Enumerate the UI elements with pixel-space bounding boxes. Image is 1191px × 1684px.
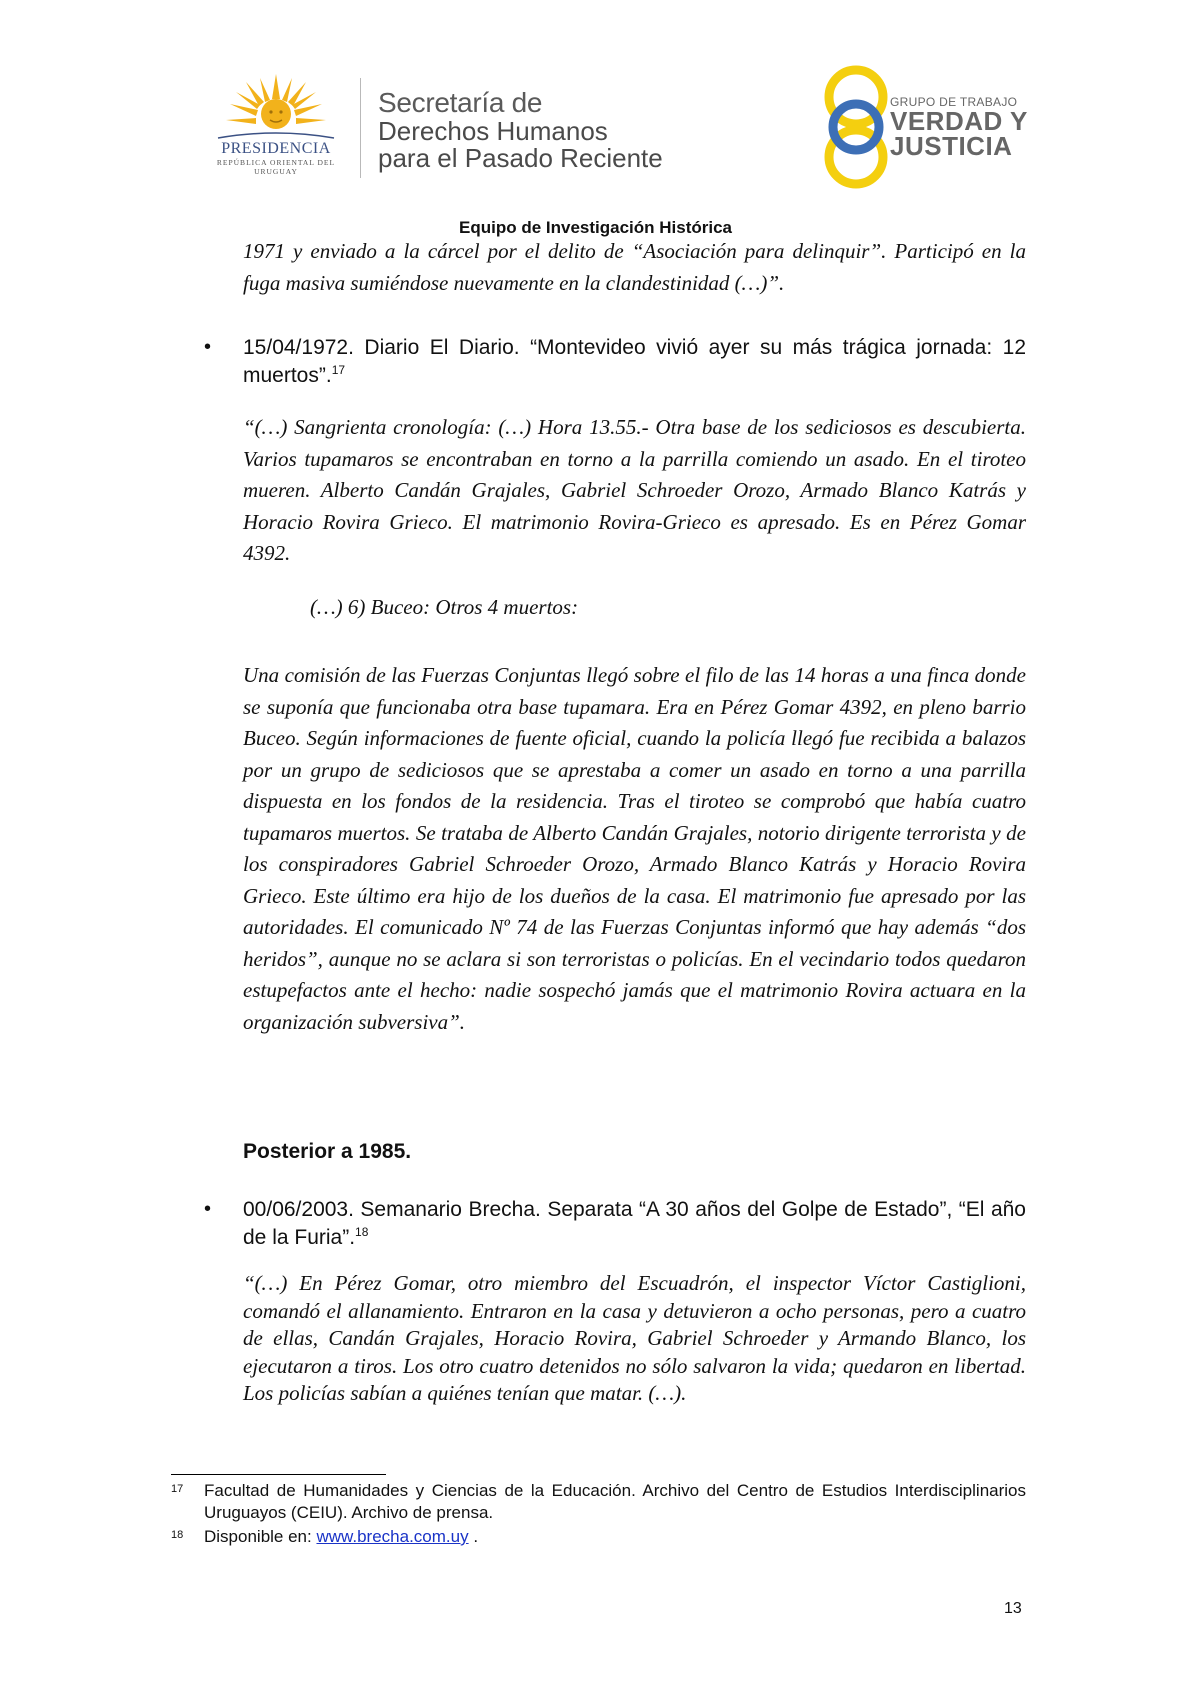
footnote-17-number: 17 [171, 1483, 184, 1495]
entry-1-quote-3: Una comisión de las Fuerzas Conjuntas llegó sobre el filo de las 14 horas a una finca donde se suponía que funcionaba otra base tupamara. Era en Pérez Gomar 4392, en pleno barrio Buceo. Según informaciones de fuente oficial, cuando la policía llegó fue recibida a balazos por un grupo de sediciosos que se aprestaba a comer un asado en torno a una parrilla dispuesta en los fondos de la residencia. Tras el tiroteo se comprobó que había cuatro tupamaros muertos. Se trataba de Alberto Candán Grajales, notorio dirigente terrorista y de los conspiradores Gabriel Schroeder Orozo, Armado Blanco Katrás y Horacio Rovira Grieco. Este último era hijo de los dueños de la casa. El matrimonio fue apresado por las autoridades. El comunicado Nº 74 de las Fuerzas Conjuntas informó que hay además “dos heridos”, aunque no se aclara si son terroristas o policías. En el vecindario todos quedaron estupefactos ante el hecho: nadie sospechó jamás que el matrimonio Rovira actuara en la organización subversiva”. [243, 663, 1026, 1034]
continued-quote: 1971 y enviado a la cárcel por el delito de “Asociación para delinquir”. Participó en la fuga masiva sumiéndose nuevamente en la clandestinidad (…)”. [243, 239, 1026, 295]
footnote-18-prefix: Disponible en: [204, 1527, 317, 1546]
footnote-ref-17[interactable]: 17 [331, 363, 346, 377]
team-title: Equipo de Investigación Histórica [459, 218, 732, 237]
footnote-rule [171, 1474, 386, 1475]
secretaria-line-3: para el Pasado Reciente [378, 143, 663, 173]
bullet-2: • [204, 1198, 212, 1220]
secretaria-line-1: Secretaría de [378, 87, 543, 118]
verdad-justicia-rings-icon [816, 64, 896, 189]
brecha-link[interactable]: www.brecha.com.uy [316, 1527, 469, 1546]
footnote-18-number: 18 [171, 1529, 184, 1541]
section-heading: Posterior a 1985. [243, 1140, 412, 1163]
header-divider [360, 78, 361, 178]
page-number: 13 [1004, 1600, 1022, 1617]
gtvj-line-1: VERDAD Y [890, 106, 1028, 136]
entry-1-quote-2: (…) 6) Buceo: Otros 4 muertos: [310, 595, 579, 619]
footnote-18-text [204, 1526, 1026, 1548]
gtvj-line-2: JUSTICIA [890, 131, 1013, 161]
entry-1-quote-1: “(…) Sangrienta cronología: (…) Hora 13.55.- Otra base de los sediciosos es descubierta. Varios tupamaros se encontraban en torno a la parrilla comiendo un asado. En el tiroteo mueren. Alberto Candán Grajales, Gabriel Schroeder Orozo, Armado Blanco Katrás y Horacio Rovira Grieco. El matrimonio Rovira-Grieco es apresado. Es en Pérez Gomar 4392. [243, 415, 1026, 565]
secretaria-line-2: Derechos Humanos [378, 116, 608, 146]
entry-1-heading [243, 334, 1026, 390]
entry-1-heading-text: 15/04/1972. Diario El Diario. “Montevideo vivió ayer su más trágica jornada: 12 muertos”. [243, 336, 1026, 387]
sun-icon [216, 72, 336, 142]
secretaria-title [378, 88, 663, 172]
verdad-justicia-title [890, 95, 1028, 159]
entry-2-quote: “(…) En Pérez Gomar, otro miembro del Escuadrón, el inspector Víctor Castiglioni, comandó el allanamiento. Entraron en la casa y detuvieron a ocho personas, pero a cuatro de ellas, Candán Grajales, Horacio Rovira, Gabriel Schroeder y Armando Blanco, los ejecutaron a tiros. Los otro cuatro detenidos no sólo salvaron la vida; quedaron en libertad. Los policías sabían a quiénes tenían que matar. (…). [243, 1271, 1026, 1405]
gtvj-subtitle: GRUPO DE TRABAJO [890, 95, 1018, 109]
footnote-18-suffix: . [468, 1527, 479, 1546]
footnote-17-text: Facultad de Humanidades y Ciencias de la Educación. Archivo del Centro de Estudios Interdisciplinarios Uruguayos (CEIU). Archivo de prensa. [204, 1481, 1026, 1522]
page-header [0, 0, 1191, 240]
presidencia-name: PRESIDENCIA [221, 140, 331, 157]
presidencia-logo [196, 72, 356, 182]
entry-2-heading-text: 00/06/2003. Semanario Brecha. Separata “A 30 años del Golpe de Estado”, “El año de la Furia”. [243, 1198, 1026, 1249]
entry-2-heading [243, 1196, 1026, 1252]
footnote-ref-18[interactable]: 18 [355, 1225, 369, 1239]
presidencia-subtitle: REPÚBLICA ORIENTAL DEL URUGUAY [216, 158, 336, 176]
bullet-1: • [204, 336, 212, 358]
